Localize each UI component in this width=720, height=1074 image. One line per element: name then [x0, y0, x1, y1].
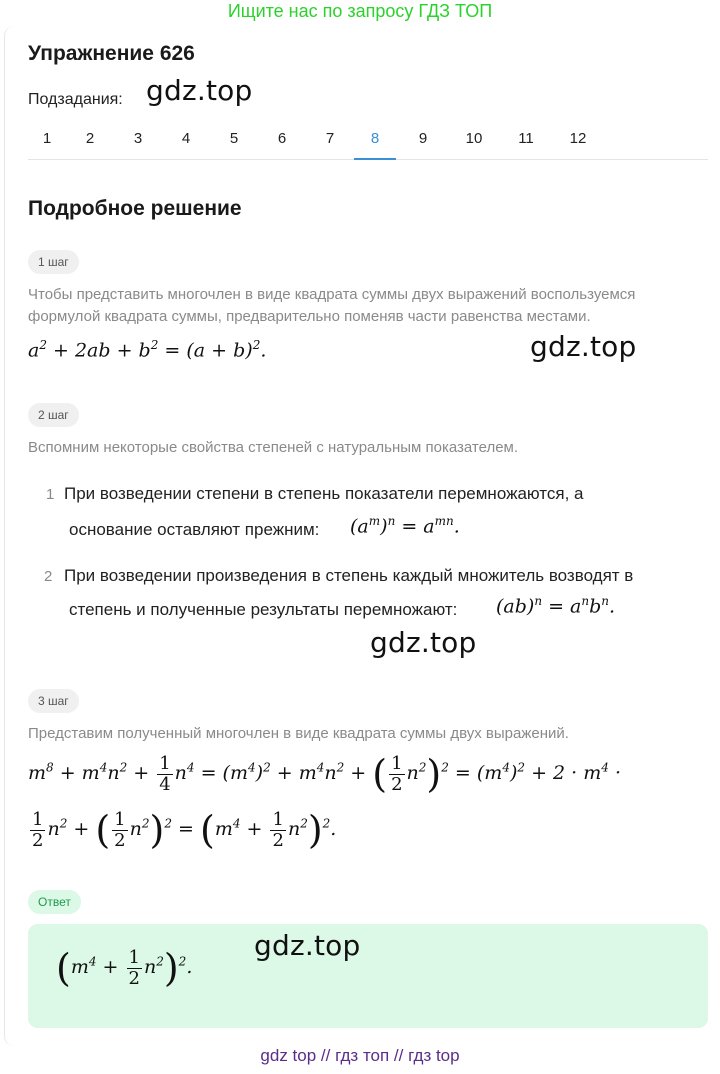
- answer-badge: Ответ: [28, 890, 81, 914]
- step-2-badge: 2 шаг: [28, 403, 79, 427]
- footer-links[interactable]: gdz top // гдз топ // гдз top: [260, 1046, 460, 1065]
- power-of-power-formula: $(a^m)^n = a^{mn}$.: [350, 514, 460, 538]
- tab-6[interactable]: 6: [277, 130, 287, 147]
- watermark: gdz.top: [254, 929, 361, 962]
- list-item-2-line2: степень и полученные результаты перемножают:: [69, 600, 458, 619]
- tab-9[interactable]: 9: [418, 130, 428, 147]
- list-item-1-number: 1: [46, 486, 55, 503]
- tab-2[interactable]: 2: [85, 130, 95, 147]
- step-1-badge: 1 шаг: [28, 250, 79, 274]
- subtask-tabs: [28, 120, 708, 160]
- tab-12[interactable]: 12: [569, 130, 587, 147]
- step-2-text: Вспомним некоторые свойства степеней с натуральным показателем.: [28, 439, 519, 456]
- tab-3[interactable]: 3: [133, 130, 143, 147]
- subtasks-label: Подзадания:: [28, 91, 123, 108]
- tab-1[interactable]: 1: [42, 130, 52, 147]
- tab-4[interactable]: 4: [181, 130, 191, 147]
- tab-10[interactable]: 10: [465, 130, 483, 147]
- step-1-formula: $a^2 + 2ab + b^2 = (a + b)^2$.: [28, 338, 267, 362]
- watermark: gdz.top: [370, 626, 477, 659]
- list-item-1-line2: основание оставляют прежним:: [69, 520, 320, 539]
- step-3-formula-line1: $m^8 + m^4n^2$ + $\frac{1}{4}$ $n^4 = (m^4)^2 + m^4n^2$ + ( $\frac{1}{2}$ $n^2)^2 = (m^4)^2 + 2 \cdot m^4$ ·: [28, 752, 621, 796]
- step-1-text: Чтобы представить многочлен в виде квадрата суммы двух выражений воспользуемся формулой квадрата суммы, предварительно поменяв части равенства местами.: [28, 286, 636, 325]
- tab-11[interactable]: 11: [518, 130, 534, 147]
- solution-title: Подробное решение: [28, 197, 242, 220]
- answer-formula: ($m^4$ + $\frac{1}{2}$ $n^2)^2$.: [56, 946, 193, 990]
- list-item-1-line1: При возведении степени в степень показатели перемножаются, а: [64, 484, 584, 503]
- watermark: gdz.top: [146, 74, 253, 107]
- top-banner: Ищите нас по запросу ГДЗ ТОП: [227, 1, 493, 21]
- list-item-2-number: 2: [44, 568, 53, 585]
- tab-5[interactable]: 5: [229, 130, 239, 147]
- exercise-title: Упражнение 626: [28, 42, 195, 65]
- tab-8[interactable]: 8: [354, 120, 396, 160]
- step-3-formula-line2: $\frac{1}{2}$ $n^2$ + ( $\frac{1}{2}$ $n^2)^2 = (m^4$ + $\frac{1}{2}$ $n^2)^2$.: [32, 808, 337, 852]
- tab-7[interactable]: 7: [325, 130, 335, 147]
- step-3-text: Представим полученный многочлен в виде квадрата суммы двух выражений.: [28, 725, 569, 742]
- step-3-badge: 3 шаг: [28, 689, 79, 713]
- power-of-product-formula: $(ab)^n = a^nb^n$.: [496, 594, 616, 618]
- watermark: gdz.top: [530, 330, 637, 363]
- list-item-2-line1: При возведении произведения в степень каждый множитель возводят в: [64, 566, 634, 585]
